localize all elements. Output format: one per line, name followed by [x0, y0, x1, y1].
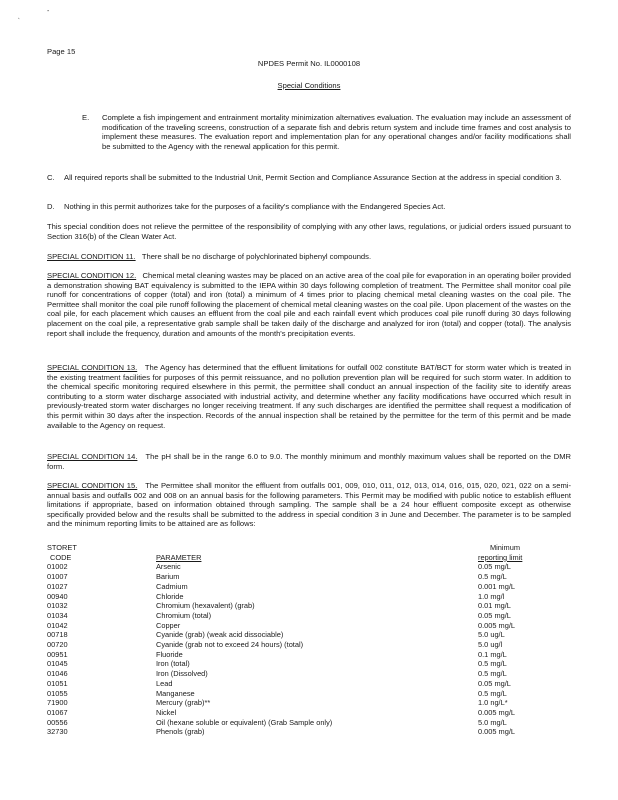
- storet-code-cell: 01045: [47, 659, 68, 669]
- table-row: [47, 718, 522, 728]
- condition-13-label: SPECIAL CONDITION 13.: [47, 363, 138, 372]
- parameter-cell: Cyanide (grab) (weak acid dissociable): [156, 630, 284, 640]
- reporting-limit-cell: 0.5 mg/L: [478, 572, 507, 582]
- special-condition-12: [47, 271, 571, 338]
- page-label: Page 15: [47, 47, 76, 56]
- corner-mark-left: ‵: [18, 18, 20, 25]
- reporting-limit-cell: 0.005 mg/L: [478, 727, 515, 737]
- parameter-cell: Manganese: [156, 688, 195, 698]
- storet-code-cell: 01002: [47, 562, 68, 572]
- table-row: [47, 601, 522, 611]
- condition-14-text: The pH shall be in the range 6.0 to 9.0. The monthly minimum and monthly maximum values shall be reported on the DMR form.: [47, 452, 571, 471]
- table-row: [47, 592, 522, 602]
- reporting-limit-cell: 0.5 mg/L: [478, 669, 507, 679]
- reporting-limit-cell: 0.1 mg/L: [478, 649, 507, 659]
- storet-code-cell: 01051: [47, 678, 68, 688]
- limit-header: Minimum: [490, 543, 520, 552]
- table-row: [47, 679, 522, 689]
- reporting-limit-cell: 0.05 mg/L: [478, 678, 511, 688]
- table-row: [47, 669, 522, 679]
- table-row: [47, 727, 522, 737]
- table-row: [47, 572, 522, 582]
- reporting-limit-cell: 0.01 mg/L: [478, 601, 511, 611]
- parameter-cell: Oil (hexane soluble or equivalent) (Grab Sample only): [156, 717, 333, 727]
- condition-15-text: The Permittee shall monitor the effluent from outfalls 001, 009, 010, 011, 012, 013, 014, 016, 015, 020, 021, 022 on a semi-annual basis and outfalls 002 and 008 on an annual basis for the following parameters. This Permit may be modified with public notice to establish effluent limitations if appropriate, based on information obtained through sampling. The sample shall be a 24 hour effluent composite except as otherwise specifically provided below and the results shall be submitted to the address in special condition 3 in June and December. The parameter is to be sampled and the minimum reporting limits to be attained are as follows:: [47, 481, 571, 529]
- parameter-cell: Chloride: [156, 591, 184, 601]
- storet-code-cell: 01067: [47, 707, 68, 717]
- parameter-cell: Arsenic: [156, 562, 181, 572]
- storet-code-cell: 00940: [47, 591, 68, 601]
- item-d-marker: D.: [47, 202, 55, 211]
- parameter-cell: Iron (Dissolved): [156, 669, 208, 679]
- storet-code-cell: 01007: [47, 572, 68, 582]
- parameter-cell: Chromium (total): [156, 610, 212, 620]
- item-d-text: Nothing in this permit authorizes take for the purposes of a facility's compliance with the Endangered Species Act.: [64, 202, 446, 211]
- item-c-text: All required reports shall be submitted to the Industrial Unit, Permit Section and Compliance Assurance Section at the address in special condition 3.: [64, 173, 562, 182]
- special-condition-11: [47, 252, 571, 262]
- reporting-limit-cell: 5.0 ug/L: [478, 630, 505, 640]
- table-row: [47, 659, 522, 669]
- storet-code-cell: 71900: [47, 698, 68, 708]
- condition-13-text: The Agency has determined that the effluent limitations for outfall 002 constitute BAT/BCT for storm water which is treated in the existing treatment facilities for purposes of this permit reissuance, and no pollution prevention plan will be required for such storm water. In addition to the chemical specific monitoring required elsewhere in this permit, the permittee shall conduct an annual inspection of the facility site to identify areas contributing to a storm water discharge associated with industrial activity, and determine whether any facility modifications have occurred which result in previously-treated storm water discharges no longer receiving treatment. If any such discharges are identified the permittee shall request a modification of this permit within 30 days after the inspection. Records of the annual inspection shall be retained by the permittee for the term of this permit and be made available to the Agency on request.: [47, 363, 571, 430]
- reporting-limit-cell: 0.05 mg/L: [478, 610, 511, 620]
- special-condition-13: [47, 363, 571, 430]
- reporting-limit-cell: 5.0 mg/L: [478, 717, 507, 727]
- table-header-row-2: [47, 553, 522, 563]
- reporting-limit-cell: 0.005 mg/L: [478, 620, 515, 630]
- header-spacer: [156, 543, 478, 553]
- table-row: [47, 698, 522, 708]
- special-condition-15: [47, 481, 571, 529]
- item-c-marker: C.: [47, 173, 55, 182]
- storet-code-cell: 01042: [47, 620, 68, 630]
- storet-code-cell: 00556: [47, 717, 68, 727]
- reporting-limit-header-text: reporting limit: [478, 552, 523, 562]
- condition-14-label: SPECIAL CONDITION 14.: [47, 452, 138, 461]
- table-row: [47, 708, 522, 718]
- relieve-paragraph: This special condition does not relieve the permittee of the responsibility of complying with any other laws, regulations, or judicial orders issued pursuant to Section 316(b) of the Clean Water Act.: [47, 222, 571, 241]
- permit-number: NPDES Permit No. IL0000108: [257, 59, 361, 68]
- reporting-limit-cell: 1.0 ng/L*: [478, 698, 508, 708]
- storet-code-cell: 00951: [47, 649, 68, 659]
- reporting-limit-header: [478, 553, 522, 563]
- condition-12-label: SPECIAL CONDITION 12.: [47, 271, 137, 280]
- heading-text: Special Conditions: [277, 81, 341, 90]
- reporting-limit-cell: 0.5 mg/L: [478, 688, 507, 698]
- parameter-cell: Nickel: [156, 707, 177, 717]
- storet-code-cell: 00718: [47, 630, 68, 640]
- storet-code-cell: 01034: [47, 610, 68, 620]
- parameter-cell: Mercury (grab)**: [156, 698, 211, 708]
- storet-code-cell: 32730: [47, 727, 68, 737]
- code-header: CODE: [50, 552, 72, 562]
- parameter-cell: Iron (total): [156, 659, 190, 669]
- parameter-cell: Barium: [156, 572, 180, 582]
- condition-12-text: Chemical metal cleaning wastes may be placed on an active area of the coal pile for evaporation in an operating boiler provided a demonstration showing BAT equivalency is submitted to the IEPA within 30 days following completion of treatment. The Permittee shall monitor coal pile runoff for concentrations of copper (total) and iron (total) a minimum of 4 times prior to placing chemical metal cleaning wastes on the coal pile. The Permittee shall monitor the coal pile runoff following the placement of chemical metal cleaning wastes on the coal pile. Upon placement of the wastes on the coal pile, for each placement which causes an effluent from the coal pile and each rainfall event which produces coal pile runoff during 30 days following placement on the coal pile, a representative grab sample shall be taken daily of the discharge and analyzed for iron (total) and copper (total). The analysis report shall include the frequency, duration and amounts of the month's precipitation events.: [47, 271, 571, 338]
- condition-11-text: There shall be no discharge of polychlorinated biphenyl compounds.: [141, 252, 372, 261]
- table-row: [47, 640, 522, 650]
- parameter-cell: Copper: [156, 620, 181, 630]
- table-row: [47, 650, 522, 660]
- parameter-cell: Cyanide (grab not to exceed 24 hours) (total): [156, 640, 304, 650]
- parameter-cell: Fluoride: [156, 649, 183, 659]
- condition-15-label: SPECIAL CONDITION 15.: [47, 481, 138, 490]
- storet-code-cell: 01027: [47, 581, 68, 591]
- reporting-limit-cell: 0.001 mg/L: [478, 581, 515, 591]
- storet-header: STORET: [47, 543, 77, 552]
- parameter-header: [156, 553, 478, 563]
- parameter-cell: Phenols (grab): [156, 727, 205, 737]
- table-row: [47, 689, 522, 699]
- reporting-limit-cell: 1.0 mg/l: [478, 591, 505, 601]
- reporting-limit-cell: 0.005 mg/L: [478, 707, 515, 717]
- table-header-row-1: [47, 543, 522, 553]
- reporting-limit-cell: 0.5 mg/L: [478, 659, 507, 669]
- table-row: [47, 562, 522, 572]
- table-row: [47, 582, 522, 592]
- reporting-limit-cell: 5.0 ug/l: [478, 640, 503, 650]
- item-e-marker: E.: [82, 113, 90, 122]
- parameter-table: [47, 543, 522, 737]
- table-row: [47, 611, 522, 621]
- parameter-cell: Lead: [156, 678, 173, 688]
- storet-code-cell: 01032: [47, 601, 68, 611]
- page-heading: [0, 81, 618, 91]
- storet-code-cell: 01055: [47, 688, 68, 698]
- parameter-cell: Chromium (hexavalent) (grab): [156, 601, 255, 611]
- parameter-header-text: PARAMETER: [156, 552, 202, 562]
- special-condition-14: [47, 452, 571, 471]
- table-row: [47, 630, 522, 640]
- condition-11-label: SPECIAL CONDITION 11.: [47, 252, 136, 261]
- table-row: [47, 621, 522, 631]
- parameter-cell: Cadmium: [156, 581, 188, 591]
- storet-code-cell: 00720: [47, 640, 68, 650]
- item-e-text: Complete a fish impingement and entrainment mortality minimization alternatives evaluation. The evaluation may include an assessment of modification of the traveling screens, construction of a separate fish and debris return system and include time frames and cost analysis to implement these measures. The evaluation report and implementation plan for any operational changes and/or facility modifications shall be submitted to the Agency with the renewal application for this permit.: [102, 113, 571, 151]
- reporting-limit-cell: 0.05 mg/L: [478, 562, 511, 572]
- storet-code-cell: 01046: [47, 669, 68, 679]
- corner-mark-top: -: [47, 8, 50, 15]
